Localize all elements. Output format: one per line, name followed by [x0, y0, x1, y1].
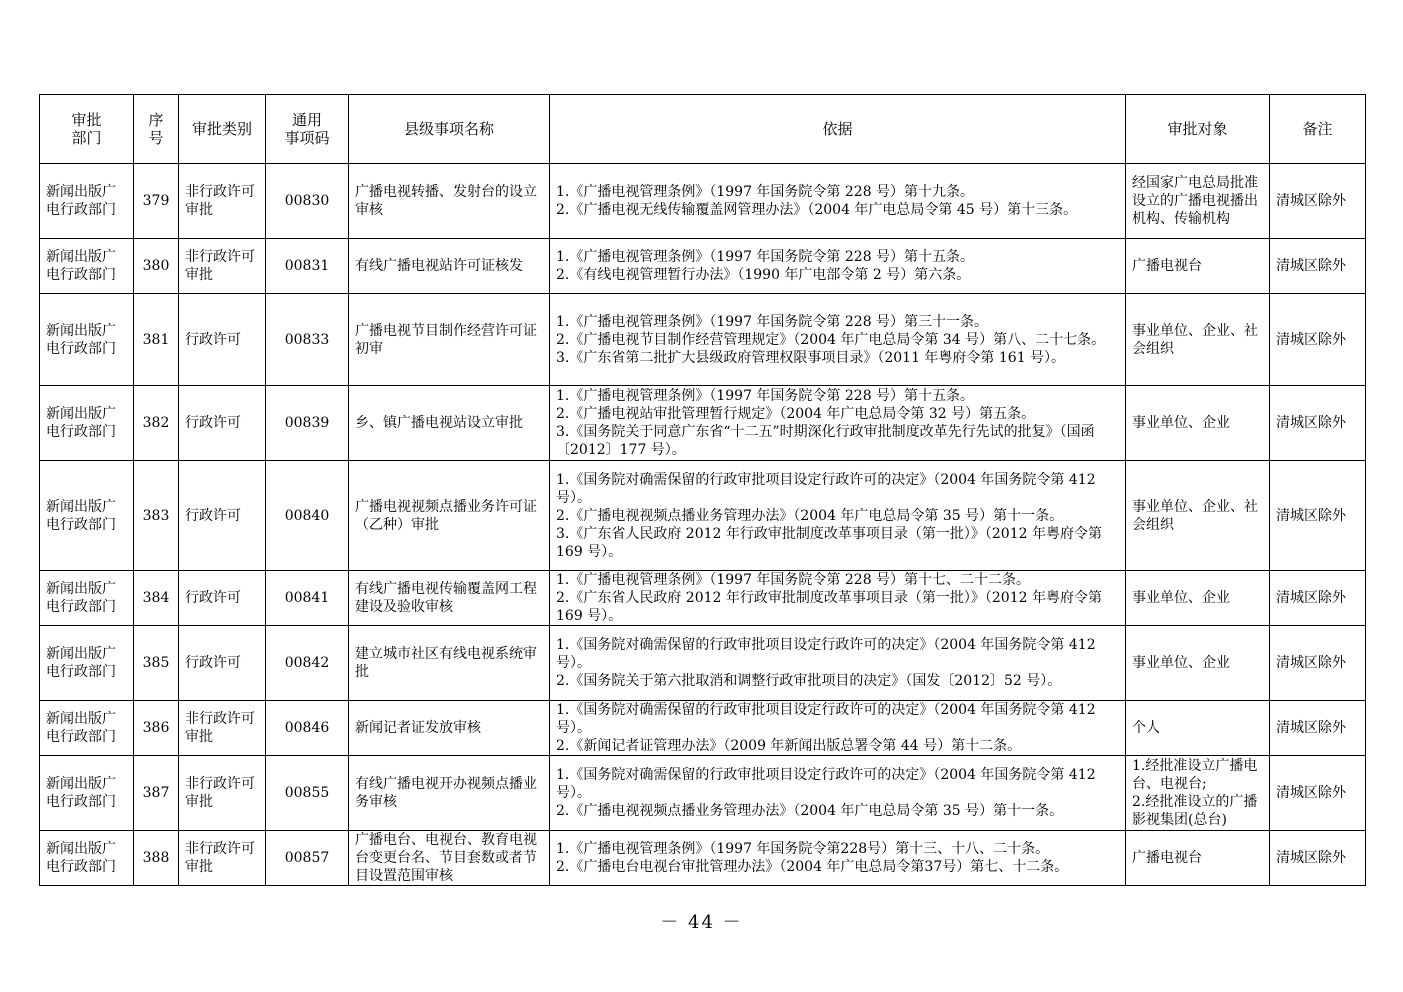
cell-type: 行政许可: [179, 626, 266, 701]
basis-line: 2.《广播电视无线传输覆盖网管理办法》（2004 年广电总局令第 45 号）第十三条。: [556, 202, 1078, 218]
cell-basis: [550, 756, 1126, 831]
cell-basis: [550, 164, 1126, 239]
cell-target: 事业单位、企业、社会组织: [1126, 294, 1270, 386]
header-code: 通用 事项码: [266, 95, 349, 164]
cell-dept: 新闻出版广电行政部门: [40, 756, 134, 831]
basis-line: 2.《广播电视视频点播业务管理办法》（2004 年广电总局令第 35 号）第十一条。: [556, 507, 1064, 524]
cell-no: 384: [134, 571, 179, 626]
basis-line: 3.《广东省第二批扩大县级政府管理权限事项目录》（2011 年粤府令第 161 号）。: [556, 349, 1066, 366]
cell-dept: 新闻出版广电行政部门: [40, 294, 134, 386]
basis-line: 1.《广播电视管理条例》（1997 年国务院令第 228 号）第三十一条。: [556, 313, 989, 330]
cell-dept: 新闻出版广电行政部门: [40, 386, 134, 461]
cell-note: 清城区除外: [1270, 239, 1366, 294]
cell-code: 00857: [266, 831, 349, 886]
table-row: [40, 831, 1366, 886]
basis-line: 1.《国务院对确需保留的行政审批项目设定行政许可的决定》（2004 年国务院令第 412 号）。: [556, 767, 1096, 801]
basis-line: 1.《国务院对确需保留的行政审批项目设定行政许可的决定》（2004 年国务院令第 412 号）。: [556, 471, 1096, 506]
cell-name: 有线广播电视站许可证核发: [349, 239, 550, 294]
table-row: [40, 701, 1366, 756]
cell-name: 广播电台、电视台、教育电视台变更台名、节目套数或者节目设置范围审核: [349, 831, 550, 886]
basis-line: 2.《广播电台电视台审批管理办法》（2004 年广电总局令第37号）第七、十二条。: [556, 859, 1069, 875]
table-row: [40, 164, 1366, 239]
cell-target: 1.经批准设立广播电台、电视台; 2.经批准设立的广播影视集团(总台): [1126, 756, 1270, 831]
cell-no: 382: [134, 386, 179, 461]
basis-line: 1.《广播电视管理条例》（1997 年国务院令第 228 号）第十九条。: [556, 184, 975, 200]
cell-note: 清城区除外: [1270, 386, 1366, 461]
cell-name: 建立城市社区有线电视系统审批: [349, 626, 550, 701]
cell-basis: [550, 461, 1126, 571]
cell-type: 非行政许可审批: [179, 239, 266, 294]
cell-target: 个人: [1126, 701, 1270, 756]
cell-basis: [550, 571, 1126, 626]
cell-type: 非行政许可审批: [179, 164, 266, 239]
cell-target: 事业单位、企业、社会组织: [1126, 461, 1270, 571]
cell-basis: [550, 831, 1126, 886]
table-row: [40, 239, 1366, 294]
table-row: [40, 756, 1366, 831]
cell-basis: [550, 386, 1126, 461]
cell-dept: 新闻出版广电行政部门: [40, 461, 134, 571]
basis-line: 2.《广播电视站审批管理暂行规定》（2004 年广电总局令第 32 号）第五条。: [556, 406, 1036, 422]
basis-line: 2.《新闻记者证管理办法》（2009 年新闻出版总署令第 44 号）第十二条。: [556, 738, 1022, 754]
table-row: [40, 461, 1366, 571]
basis-line: 2.《广播电视节目制作经营管理规定》（2004 年广电总局令第 34 号）第八、二十七条。: [556, 331, 1106, 348]
basis-line: 2.《有线电视管理暂行办法》（1990 年广电部令第 2 号）第六条。: [556, 267, 971, 283]
cell-note: 清城区除外: [1270, 701, 1366, 756]
cell-no: 381: [134, 294, 179, 386]
cell-dept: 新闻出版广电行政部门: [40, 626, 134, 701]
cell-target: 事业单位、企业: [1126, 626, 1270, 701]
cell-code: 00839: [266, 386, 349, 461]
table-row: [40, 571, 1366, 626]
cell-no: 387: [134, 756, 179, 831]
cell-target: 广播电视台: [1126, 239, 1270, 294]
basis-line: 1.《广播电视管理条例》（1997 年国务院令第 228 号）第十五条。: [556, 249, 975, 265]
basis-line: 3.《广东省人民政府 2012 年行政审批制度改革事项目录（第一批）》（2012 年粤府令第 169 号）。: [556, 525, 1102, 560]
cell-note: 清城区除外: [1270, 626, 1366, 701]
cell-no: 380: [134, 239, 179, 294]
cell-type: 行政许可: [179, 294, 266, 386]
basis-line: 2.《广播电视视频点播业务管理办法》（2004 年广电总局令第 35 号）第十一条。: [556, 803, 1064, 819]
basis-line: 1.《广播电视管理条例》（1997 年国务院令第 228 号）第十五条。: [556, 388, 975, 404]
cell-no: 379: [134, 164, 179, 239]
cell-note: 清城区除外: [1270, 461, 1366, 571]
header-type: 审批类别: [179, 95, 266, 164]
cell-target: 事业单位、企业: [1126, 571, 1270, 626]
cell-note: 清城区除外: [1270, 164, 1366, 239]
cell-basis: [550, 239, 1126, 294]
cell-name: 有线广播电视传输覆盖网工程建设及验收审核: [349, 571, 550, 626]
cell-dept: 新闻出版广电行政部门: [40, 571, 134, 626]
cell-code: 00841: [266, 571, 349, 626]
cell-note: 清城区除外: [1270, 571, 1366, 626]
cell-no: 385: [134, 626, 179, 701]
basis-line: 1.《广播电视管理条例》（1997 年国务院令第 228 号）第十七、二十二条。: [556, 572, 1031, 588]
table-row: [40, 294, 1366, 386]
basis-line: 1.《国务院对确需保留的行政审批项目设定行政许可的决定》（2004 年国务院令第 412 号）。: [556, 702, 1096, 736]
cell-type: 行政许可: [179, 461, 266, 571]
header-note: 备注: [1270, 95, 1366, 164]
cell-no: 383: [134, 461, 179, 571]
cell-type: 行政许可: [179, 571, 266, 626]
basis-line: 3.《国务院关于同意广东省“十二五”时期深化行政审批制度改革先行先试的批复》（国函〔2012〕177 号）。: [556, 424, 1095, 458]
basis-line: 1.《国务院对确需保留的行政审批项目设定行政许可的决定》（2004 年国务院令第 412 号）。: [556, 637, 1096, 671]
cell-basis: [550, 701, 1126, 756]
table-row: [40, 386, 1366, 461]
cell-name: 有线广播电视开办视频点播业务审核: [349, 756, 550, 831]
approval-items-table: [39, 94, 1366, 886]
cell-code: 00846: [266, 701, 349, 756]
cell-note: 清城区除外: [1270, 756, 1366, 831]
header-name: 县级事项名称: [349, 95, 550, 164]
basis-line: 1.《广播电视管理条例》（1997 年国务院令第228号）第十三、十八、二十条。: [556, 841, 1050, 857]
cell-code: 00833: [266, 294, 349, 386]
table-header-row: [40, 95, 1366, 164]
header-target: 审批对象: [1126, 95, 1270, 164]
header-no: 序 号: [134, 95, 179, 164]
cell-no: 388: [134, 831, 179, 886]
header-dept: 审批 部门: [40, 95, 134, 164]
basis-line: 2.《广东省人民政府 2012 年行政审批制度改革事项目录（第一批）》（2012 年粤府令第 169 号）。: [556, 590, 1102, 624]
cell-type: 非行政许可审批: [179, 701, 266, 756]
cell-dept: 新闻出版广电行政部门: [40, 701, 134, 756]
cell-code: 00840: [266, 461, 349, 571]
cell-target: 广播电视台: [1126, 831, 1270, 886]
cell-code: 00830: [266, 164, 349, 239]
cell-name: 广播电视节目制作经营许可证初审: [349, 294, 550, 386]
cell-name: 乡、镇广播电视站设立审批: [349, 386, 550, 461]
cell-basis: [550, 626, 1126, 701]
cell-code: 00855: [266, 756, 349, 831]
table-body: [40, 164, 1366, 886]
cell-type: 非行政许可审批: [179, 756, 266, 831]
cell-name: 广播电视转播、发射台的设立审核: [349, 164, 550, 239]
cell-dept: 新闻出版广电行政部门: [40, 164, 134, 239]
table-row: [40, 626, 1366, 701]
cell-code: 00831: [266, 239, 349, 294]
cell-type: 非行政许可审批: [179, 831, 266, 886]
cell-name: 广播电视视频点播业务许可证（乙种）审批: [349, 461, 550, 571]
cell-no: 386: [134, 701, 179, 756]
cell-note: 清城区除外: [1270, 831, 1366, 886]
cell-basis: [550, 294, 1126, 386]
cell-type: 行政许可: [179, 386, 266, 461]
page-number: － 44 －: [660, 912, 743, 933]
cell-code: 00842: [266, 626, 349, 701]
cell-note: 清城区除外: [1270, 294, 1366, 386]
cell-dept: 新闻出版广电行政部门: [40, 831, 134, 886]
header-basis: 依据: [550, 95, 1126, 164]
cell-target: 事业单位、企业: [1126, 386, 1270, 461]
cell-name: 新闻记者证发放审核: [349, 701, 550, 756]
cell-target: 经国家广电总局批准设立的广播电视播出机构、传输机构: [1126, 164, 1270, 239]
basis-line: 2.《国务院关于第六批取消和调整行政审批项目的决定》（国发〔2012〕52 号）。: [556, 673, 1062, 689]
cell-dept: 新闻出版广电行政部门: [40, 239, 134, 294]
